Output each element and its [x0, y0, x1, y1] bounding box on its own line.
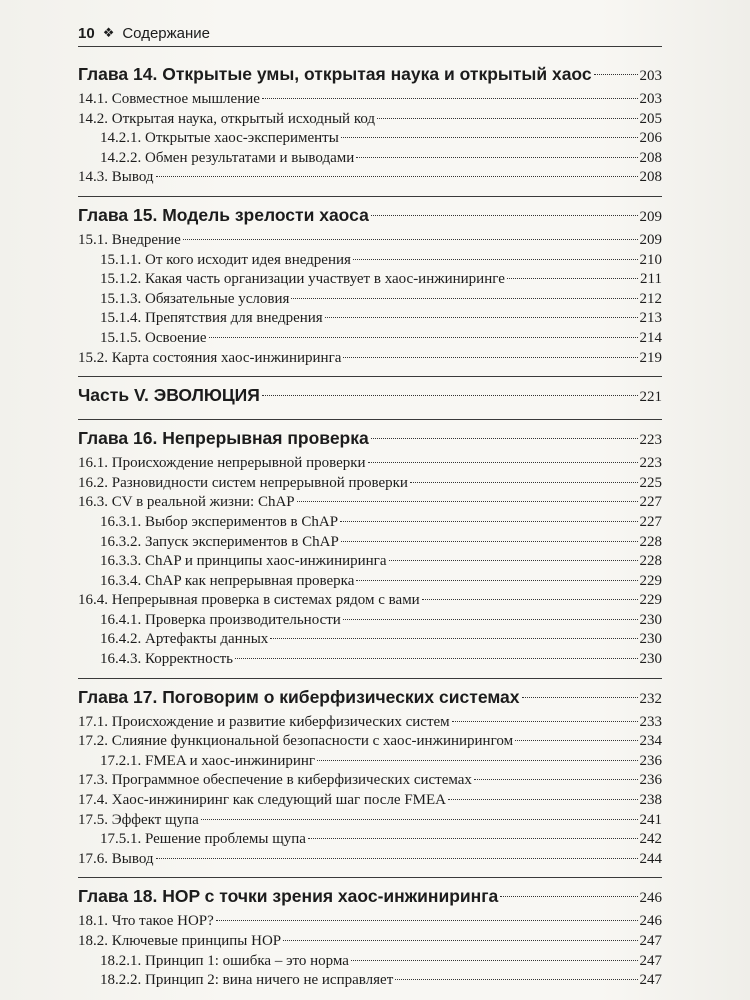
- toc-section-entry[interactable]: [78, 309, 662, 329]
- toc-section-entry[interactable]: [78, 290, 662, 310]
- dot-leader: [183, 239, 638, 240]
- dot-leader: [262, 395, 638, 396]
- chapter-separator-line: [78, 196, 662, 197]
- toc-section-entry[interactable]: [78, 533, 662, 553]
- toc-entry-page: 244: [639, 850, 662, 867]
- dot-leader: [377, 118, 637, 119]
- toc-section-entry[interactable]: [78, 952, 662, 972]
- toc-entry-title: Глава 16. Непрерывная проверка: [78, 428, 369, 449]
- toc-entry-page: 205: [639, 110, 662, 127]
- toc-entry-page: 203: [639, 68, 662, 84]
- dot-leader: [594, 74, 638, 75]
- toc-entry-title: 16.4.2. Артефакты данных: [100, 631, 269, 648]
- toc-entry-title: 15.1.4. Препятствия для внедрения: [100, 310, 323, 327]
- dot-leader: [422, 599, 638, 600]
- toc-entry-title: Глава 18. HOP с точки зрения хаос-инжиниринга: [78, 886, 499, 907]
- dot-leader: [343, 619, 638, 620]
- running-header: [78, 20, 662, 47]
- toc-entry-page: 236: [639, 752, 662, 769]
- toc-chapter-entry[interactable]: [78, 426, 662, 450]
- chapter-separator-line: [78, 419, 662, 420]
- toc-entry-page: 232: [639, 690, 662, 707]
- toc-section-entry[interactable]: [78, 811, 662, 831]
- toc-section-entry[interactable]: [78, 454, 662, 474]
- dot-leader: [325, 317, 638, 318]
- dot-leader: [283, 940, 637, 941]
- toc-entry-title: 14.2.2. Обмен результатами и выводами: [100, 149, 355, 166]
- dot-leader: [351, 960, 638, 961]
- toc-entry-page: 229: [639, 592, 662, 609]
- dot-leader: [410, 482, 638, 483]
- chapter-separator-line: [78, 376, 662, 377]
- toc-entry-title: 17.3. Программное обеспечение в киберфизических системах: [78, 772, 472, 789]
- toc-entry-page: 213: [639, 310, 662, 327]
- dot-leader: [356, 580, 637, 581]
- dot-leader: [474, 779, 638, 780]
- toc-entry-title: 16.3.4. ChAP как непрерывная проверка: [100, 572, 355, 589]
- dot-leader: [201, 819, 638, 820]
- toc-section-entry[interactable]: [78, 630, 662, 650]
- toc-section-entry[interactable]: [78, 552, 662, 572]
- toc-section-entry[interactable]: [78, 270, 662, 290]
- toc-entry-title: 17.2. Слияние функциональной безопасности с хаос-инжинирингом: [78, 733, 514, 750]
- toc-entry-title: 14.3. Вывод: [78, 169, 154, 186]
- toc-entry-page: 206: [639, 130, 662, 147]
- chapter-separator-line: [78, 877, 662, 878]
- toc-entry-page: 228: [639, 533, 662, 550]
- toc-entry-title: 17.4. Хаос-инжиниринг как следующий шаг после FMEA: [78, 792, 447, 809]
- toc-entry-page: 247: [639, 972, 662, 989]
- toc-entry-title: 18.1. Что такое HOP?: [78, 913, 214, 930]
- toc-entry-title: 18.2.1. Принцип 1: ошибка – это норма: [100, 952, 349, 969]
- dot-leader: [341, 137, 638, 138]
- toc-entry-title: 15.2. Карта состояния хаос-инжиниринга: [78, 349, 342, 366]
- toc-section-entry[interactable]: [78, 791, 662, 811]
- toc-entry-page: 233: [639, 713, 662, 730]
- toc-entry-title: 16.2. Разновидности систем непрерывной проверки: [78, 474, 408, 491]
- toc-entry-page: 208: [639, 169, 662, 186]
- four-diamond-ornament-icon: ❖: [102, 25, 115, 40]
- toc-entry-page: 203: [639, 91, 662, 107]
- dot-leader: [371, 438, 638, 439]
- toc-entry-title: 15.1.1. От кого исходит идея внедрения: [100, 251, 351, 268]
- toc-section-entry[interactable]: [78, 129, 662, 149]
- toc-entry-page: 230: [639, 631, 662, 648]
- page-number: 10: [78, 24, 95, 42]
- toc-entry-title: 16.3.3. ChAP и принципы хаос-инжиниринга: [100, 553, 387, 570]
- toc-section-entry[interactable]: [78, 251, 662, 271]
- toc-entry-page: 223: [639, 455, 662, 472]
- dot-leader: [515, 740, 637, 741]
- dot-leader: [507, 278, 638, 279]
- toc-entry-title: 16.3. CV в реальной жизни: ChAP: [78, 494, 295, 511]
- toc-entry-page: 227: [639, 494, 662, 511]
- dot-leader: [262, 98, 638, 99]
- toc-section-entry[interactable]: [78, 90, 662, 110]
- toc-section-entry[interactable]: [78, 572, 662, 592]
- dot-leader: [341, 541, 638, 542]
- toc-entry-page: 209: [639, 231, 662, 248]
- toc-entry-title: 16.3.2. Запуск экспериментов в ChAP: [100, 533, 339, 550]
- toc-entry-title: 18.2. Ключевые принципы HOP: [78, 933, 282, 949]
- toc-entry-page: 211: [640, 271, 662, 288]
- dot-leader: [356, 157, 637, 158]
- toc-entry-title: 15.1.3. Обязательные условия: [100, 290, 290, 307]
- toc-entry-page: 242: [639, 831, 662, 848]
- toc-section-entry[interactable]: [78, 474, 662, 494]
- toc-entry-page: 234: [639, 733, 662, 750]
- dot-leader: [395, 979, 637, 980]
- toc-section-entry[interactable]: [78, 713, 662, 733]
- toc-chapter-entry[interactable]: [78, 685, 662, 709]
- toc-section-entry[interactable]: [78, 591, 662, 611]
- toc-entry-title: 14.2. Открытая наука, открытый исходный код: [78, 110, 376, 127]
- toc-section-entry[interactable]: [78, 771, 662, 791]
- toc-section-entry[interactable]: [78, 513, 662, 533]
- toc-entry-title: 14.1. Совместное мышление: [78, 91, 260, 107]
- dot-leader: [156, 858, 638, 859]
- toc-section-entry[interactable]: [78, 830, 662, 850]
- section-title: Содержание: [122, 24, 211, 42]
- dot-leader: [156, 176, 638, 177]
- toc-entry-page: 246: [639, 890, 662, 907]
- toc-entry-page: 229: [639, 572, 662, 589]
- toc-entry-page: 230: [639, 651, 662, 668]
- toc-entry-title: 16.4.3. Корректность: [100, 651, 234, 668]
- toc-entry-title: Часть V. ЭВОЛЮЦИЯ: [78, 385, 260, 406]
- toc-entry-title: 18.2.2. Принцип 2: вина ничего не исправляет: [100, 972, 394, 989]
- toc-entry-title: 14.2.1. Открытые хаос-эксперименты: [100, 130, 339, 147]
- dot-leader: [368, 462, 638, 463]
- toc-section-entry[interactable]: [78, 912, 662, 932]
- toc-section-entry[interactable]: [78, 850, 662, 870]
- toc-section-entry[interactable]: [78, 650, 662, 670]
- toc-entry-title: 17.1. Происхождение и развитие киберфизических систем: [78, 713, 450, 730]
- toc-section-entry[interactable]: [78, 168, 662, 188]
- dot-leader: [308, 838, 638, 839]
- toc-entry-page: 214: [639, 329, 662, 346]
- toc-entry-page: 212: [639, 290, 662, 307]
- toc-chapter-entry[interactable]: [78, 383, 662, 407]
- toc-entry-page: 247: [639, 933, 662, 949]
- toc-entry-page: 221: [639, 389, 662, 406]
- toc-section-entry[interactable]: [78, 611, 662, 631]
- toc-entry-title: 17.5. Эффект щупа: [78, 811, 199, 828]
- toc-entry-page: 236: [639, 772, 662, 789]
- toc-entry-page: 210: [639, 251, 662, 268]
- dot-leader: [270, 638, 637, 639]
- dot-leader: [353, 259, 638, 260]
- toc-entry-page: 238: [639, 792, 662, 809]
- dot-leader: [343, 357, 637, 358]
- toc-entry-page: 225: [639, 474, 662, 491]
- toc-entry-title: 16.3.1. Выбор экспериментов в ChAP: [100, 513, 339, 530]
- toc-entry-page: 246: [639, 913, 662, 930]
- toc-entry-title: 17.2.1. FMEA и хаос-инжиниринг: [100, 752, 316, 769]
- toc-entry-page: 223: [639, 432, 662, 449]
- table-of-contents: [78, 62, 662, 991]
- toc-entry-page: 247: [639, 952, 662, 969]
- toc-entry-page: 219: [639, 349, 662, 366]
- toc-entry-title: 15.1. Внедрение: [78, 231, 181, 248]
- toc-entry-title: Глава 17. Поговорим о киберфизических системах: [78, 686, 520, 707]
- toc-chapter-entry[interactable]: [78, 203, 662, 227]
- toc-entry-title: Глава 14. Открытые умы, открытая наука и открытый хаос: [78, 64, 592, 84]
- toc-entry-title: 17.6. Вывод: [78, 850, 154, 867]
- toc-entry-title: 15.1.2. Какая часть организации участвует в хаос-инжиниринге: [100, 271, 505, 288]
- dot-leader: [235, 658, 637, 659]
- toc-entry-title: 17.5.1. Решение проблемы щупа: [100, 831, 306, 848]
- toc-section-entry[interactable]: [78, 932, 662, 952]
- toc-entry-title: Глава 15. Модель зрелости хаоса: [78, 204, 369, 225]
- toc-section-entry[interactable]: [78, 149, 662, 169]
- toc-section-entry[interactable]: [78, 752, 662, 772]
- dot-leader: [209, 337, 638, 338]
- toc-entry-page: 208: [639, 149, 662, 166]
- chapter-separator-line: [78, 678, 662, 679]
- toc-section-entry[interactable]: [78, 231, 662, 251]
- toc-entry-title: 16.4. Непрерывная проверка в системах рядом с вами: [78, 592, 420, 609]
- toc-section-entry[interactable]: [78, 329, 662, 349]
- toc-entry-title: 15.1.5. Освоение: [100, 329, 207, 346]
- dot-leader: [389, 560, 638, 561]
- dot-leader: [340, 521, 637, 522]
- dot-leader: [297, 501, 638, 502]
- dot-leader: [291, 298, 637, 299]
- dot-leader: [448, 799, 637, 800]
- toc-section-entry[interactable]: [78, 732, 662, 752]
- dot-leader: [500, 896, 637, 897]
- toc-section-entry[interactable]: [78, 110, 662, 130]
- toc-entry-page: 228: [639, 553, 662, 570]
- toc-entry-page: 227: [639, 513, 662, 530]
- dot-leader: [216, 920, 638, 921]
- toc-entry-page: 241: [639, 811, 662, 828]
- toc-chapter-entry[interactable]: [78, 62, 662, 86]
- dot-leader: [522, 697, 638, 698]
- toc-section-entry[interactable]: [78, 493, 662, 513]
- dot-leader: [371, 215, 638, 216]
- dot-leader: [317, 760, 637, 761]
- toc-section-entry[interactable]: [78, 349, 662, 369]
- toc-entry-page: 230: [639, 611, 662, 628]
- toc-entry-title: 16.1. Происхождение непрерывной проверки: [78, 455, 366, 472]
- dot-leader: [452, 721, 638, 722]
- toc-chapter-entry[interactable]: [78, 884, 662, 908]
- toc-section-entry[interactable]: [78, 971, 662, 991]
- toc-entry-title: 16.4.1. Проверка производительности: [100, 611, 341, 628]
- toc-entry-page: 209: [639, 208, 662, 225]
